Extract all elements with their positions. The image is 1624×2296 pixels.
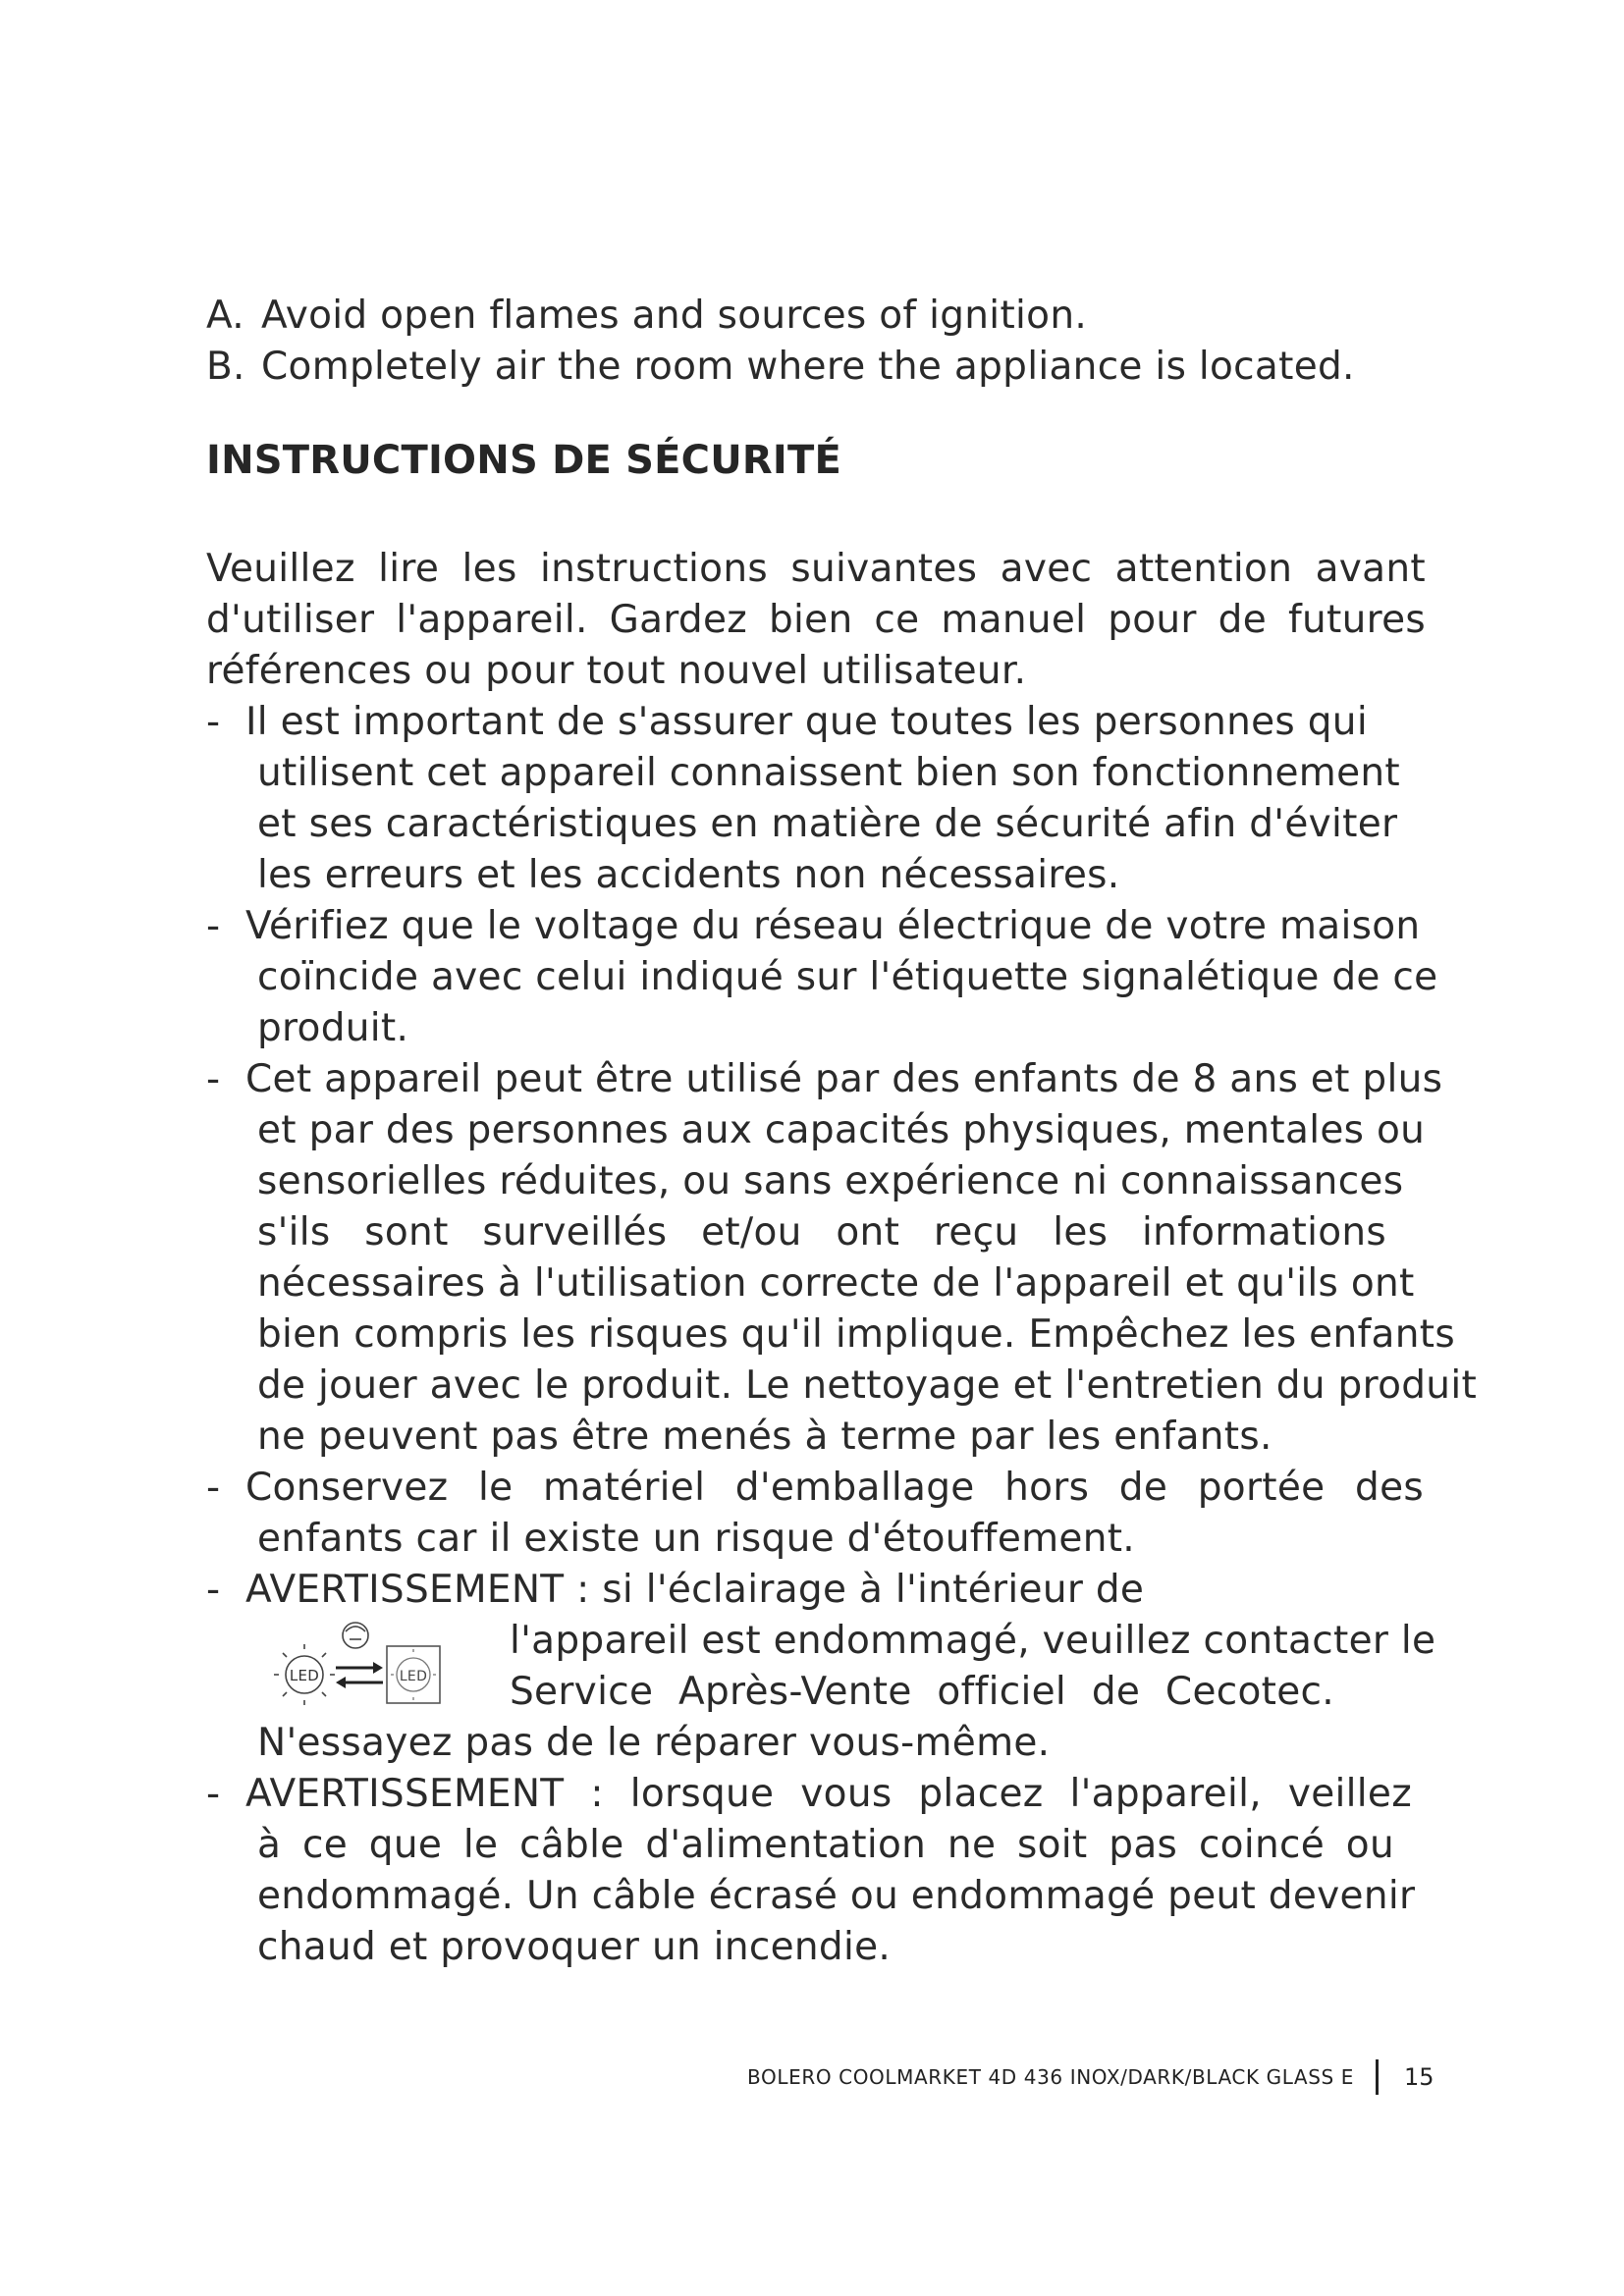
led-warning-text (510, 1616, 1624, 1718)
bullet-line: les erreurs et les accidents non nécessaires. (257, 853, 1120, 897)
bullet-line: utilisent cet appareil connaissent bien son fonctionnement (257, 751, 1400, 795)
page-number: 15 (1404, 2063, 1435, 2091)
bullet-line: sensorielles réduites, ou sans expérience ni connaissances (257, 1159, 1404, 1203)
list-text: Completely air the room where the appliance is located. (261, 345, 1355, 389)
bullet-dash: - (206, 1057, 221, 1101)
led-replacement-icon (265, 1616, 442, 1714)
led-label-right: LED (399, 1669, 428, 1684)
bullet-line-text: s'ils sont surveillés et/ou ont reçu les informations (257, 1210, 1386, 1255)
bullet-list (206, 697, 1483, 1973)
bullet-line (510, 1667, 1624, 1718)
list-item (206, 342, 1483, 393)
bullet-line: AVERTISSEMENT : si l'éclairage à l'intérieur de (245, 1568, 1145, 1612)
bullet-dash: - (206, 1772, 221, 1816)
bullet-item (206, 1054, 1483, 1463)
list-marker: B. (206, 345, 245, 389)
bullet-item-cable-warning (206, 1769, 1483, 1973)
bullet-item (206, 1463, 1483, 1565)
led-label-left: LED (289, 1667, 320, 1684)
bullet-line: Cet appareil peut être utilisé par des enfants de 8 ans et plus (245, 1057, 1443, 1101)
intro-paragraph: Veuillez lire les instructions suivantes avec attention avant d'utiliser l'appareil. Gardez bien ce manuel pour de futures références ou pour tout nouvel utilisateur. (206, 547, 1426, 693)
bullet-line-text: Conservez le matériel d'emballage hors de portée des (245, 1466, 1424, 1510)
bullet-line: et par des personnes aux capacités physiques, mentales ou (257, 1108, 1426, 1152)
bullet-dash: - (206, 904, 221, 948)
bullet-line: Il est important de s'assurer que toutes les personnes qui (245, 700, 1368, 744)
list-text: Avoid open flames and sources of ignition. (261, 294, 1088, 338)
footer-model-name: BOLERO COOLMARKET 4D 436 INOX/DARK/BLACK GLASS E (747, 2065, 1354, 2089)
bullet-line: l'appareil est endommagé, veuillez contacter le (510, 1619, 1436, 1663)
bullet-line: N'essayez pas de le réparer vous-même. (257, 1721, 1051, 1765)
bullet-line-text: Service Après-Vente officiel de Cecotec. (510, 1670, 1334, 1714)
bullet-line (206, 1769, 1483, 1820)
bullet-line: endommagé. Un câble écrasé ou endommagé peut devenir (257, 1874, 1416, 1918)
bullet-line-text: AVERTISSEMENT : lorsque vous placez l'appareil, veillez (245, 1772, 1412, 1816)
bullet-line (206, 1463, 1483, 1514)
page-footer (746, 2057, 1434, 2097)
bullet-line: de jouer avec le produit. Le nettoyage et l'entretien du produit (257, 1363, 1478, 1408)
bullet-line-text: à ce que le câble d'alimentation ne soit pas coincé ou (257, 1823, 1394, 1867)
list-marker: A. (206, 294, 244, 338)
bullet-line: Vérifiez que le voltage du réseau électrique de votre maison (245, 904, 1421, 948)
bullet-line: chaud et provoquer un incendie. (257, 1925, 892, 1969)
list-item (206, 291, 1483, 342)
bullet-line (206, 1207, 1483, 1258)
led-warning-row (206, 1616, 1483, 1718)
bullet-item (206, 697, 1483, 901)
bullet-item-led-warning (206, 1565, 1483, 1769)
bullet-line (206, 1820, 1483, 1871)
bullet-line: et ses caractéristiques en matière de sécurité afin d'éviter (257, 802, 1398, 846)
bullet-line: ne peuvent pas être menés à terme par les enfants. (257, 1415, 1272, 1459)
footer-divider (1376, 2059, 1379, 2095)
bullet-item (206, 901, 1483, 1054)
alpha-list (206, 291, 1483, 393)
bullet-dash: - (206, 1568, 221, 1612)
bullet-line: coïncide avec celui indiqué sur l'étiquette signalétique de ce (257, 955, 1438, 999)
section-title: INSTRUCTIONS DE SÉCURITÉ (206, 438, 841, 483)
bullet-line: enfants car il existe un risque d'étouffement. (257, 1517, 1136, 1561)
bullet-dash: - (206, 700, 221, 744)
bullet-line: bien compris les risques qu'il implique. Empêchez les enfants (257, 1312, 1455, 1357)
bullet-line: nécessaires à l'utilisation correcte de l'appareil et qu'ils ont (257, 1261, 1415, 1306)
bullet-line: produit. (257, 1006, 409, 1050)
bullet-dash: - (206, 1466, 221, 1510)
